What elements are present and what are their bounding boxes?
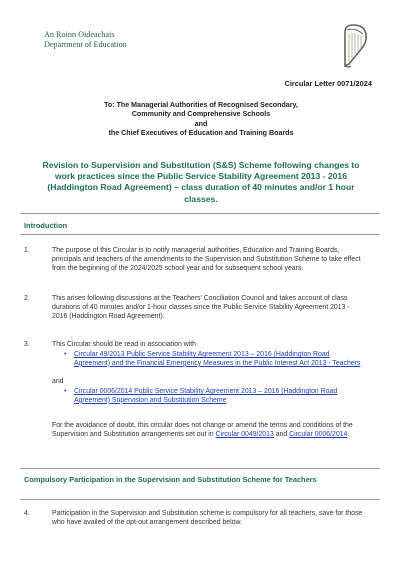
avoidance-text: For the avoidance of doubt, this circular does not change or amend the terms and conditions of the Supervision and Substitution arrangements set out in (52, 422, 353, 438)
harp-icon (340, 22, 370, 70)
addressee-line: Community and Comprehensive Schools (131, 110, 271, 119)
and-connector: and (52, 378, 64, 385)
bullet-dot-icon: • (64, 388, 67, 395)
paragraph-number: 3. (24, 341, 30, 348)
circular-0006-2014-link[interactable]: Circular 0006/2014 Public Service Stability Agreement 2013 – 2016 (Haddington Road Agreement) Supervision and Substitution Scheme (74, 388, 338, 404)
circular-title: Revision to Supervision and Substitution (S&S) Scheme following changes to work practices since the Public Service Stability Agreement 2013 - 2016 (Haddington Road Agreement) – class duration of 40 minutes and/or 1 hour classes. (42, 160, 360, 204)
section-divider (20, 499, 380, 500)
department-english-name: Department of Education (44, 40, 127, 49)
circular-0049-2013-link[interactable]: Circular 0049/2013 (215, 430, 274, 438)
addressee-line: To: The Managerial Authorities of Recognised Secondary, (104, 101, 298, 109)
addressee-line: the Chief Executives of Education and Training Boards (108, 129, 294, 138)
addressee-block (40, 101, 362, 139)
avoidance-text: . (347, 430, 350, 438)
department-irish-name: An Roinn Oideachais (44, 30, 115, 39)
paragraph-text: This arises following discussions at the Teachers' Conciliation Council and takes account of class durations of 40 minutes and/or 1-hour classes since the Public Service Stability Agreement 2013 - 2016 (Haddington Road Agreement). (52, 295, 350, 320)
paragraph-text: This Circular should be read in association with (52, 341, 197, 348)
section-divider (20, 234, 380, 235)
introduction-heading: Introduction (24, 221, 68, 230)
compulsory-heading: Compulsory Participation in the Supervision and Substitution Scheme for Teachers (24, 475, 317, 484)
department-name (44, 30, 127, 50)
paragraph-text: The purpose of this Circular is to notify managerial authorities, Education and Training Boards, principals and teachers of the amendments to the Supervision and Substitution Scheme to take effect from the beginning of the 2024/2025 school year and for subsequent school years. (52, 247, 361, 272)
paragraph-number: 2. (24, 295, 30, 302)
bullet-dot-icon: • (64, 351, 67, 358)
section-divider (20, 468, 380, 469)
circular-49-2013-link[interactable]: Circular 49/2013 Public Service Stability Agreement 2013 – 2016 (Haddington Road Agreement) and the Financial Emergency Measures in the Public Interest Act 2013 - Teachers (74, 351, 361, 367)
paragraph-number: 4. (24, 510, 30, 517)
paragraph-number: 1. (24, 247, 30, 254)
avoidance-text: and (273, 430, 290, 438)
addressee-line: and (194, 119, 208, 128)
circular-0006-2014-inline-link[interactable]: Circular 0006/2014 (289, 430, 348, 438)
paragraph-text: Participation in the Supervision and Substitution scheme is compulsory for all teachers, save for those who have availed of the opt-out arrangement described below. (52, 510, 363, 526)
circular-number: Circular Letter 0071/2024 (284, 79, 372, 88)
section-divider (20, 213, 380, 214)
